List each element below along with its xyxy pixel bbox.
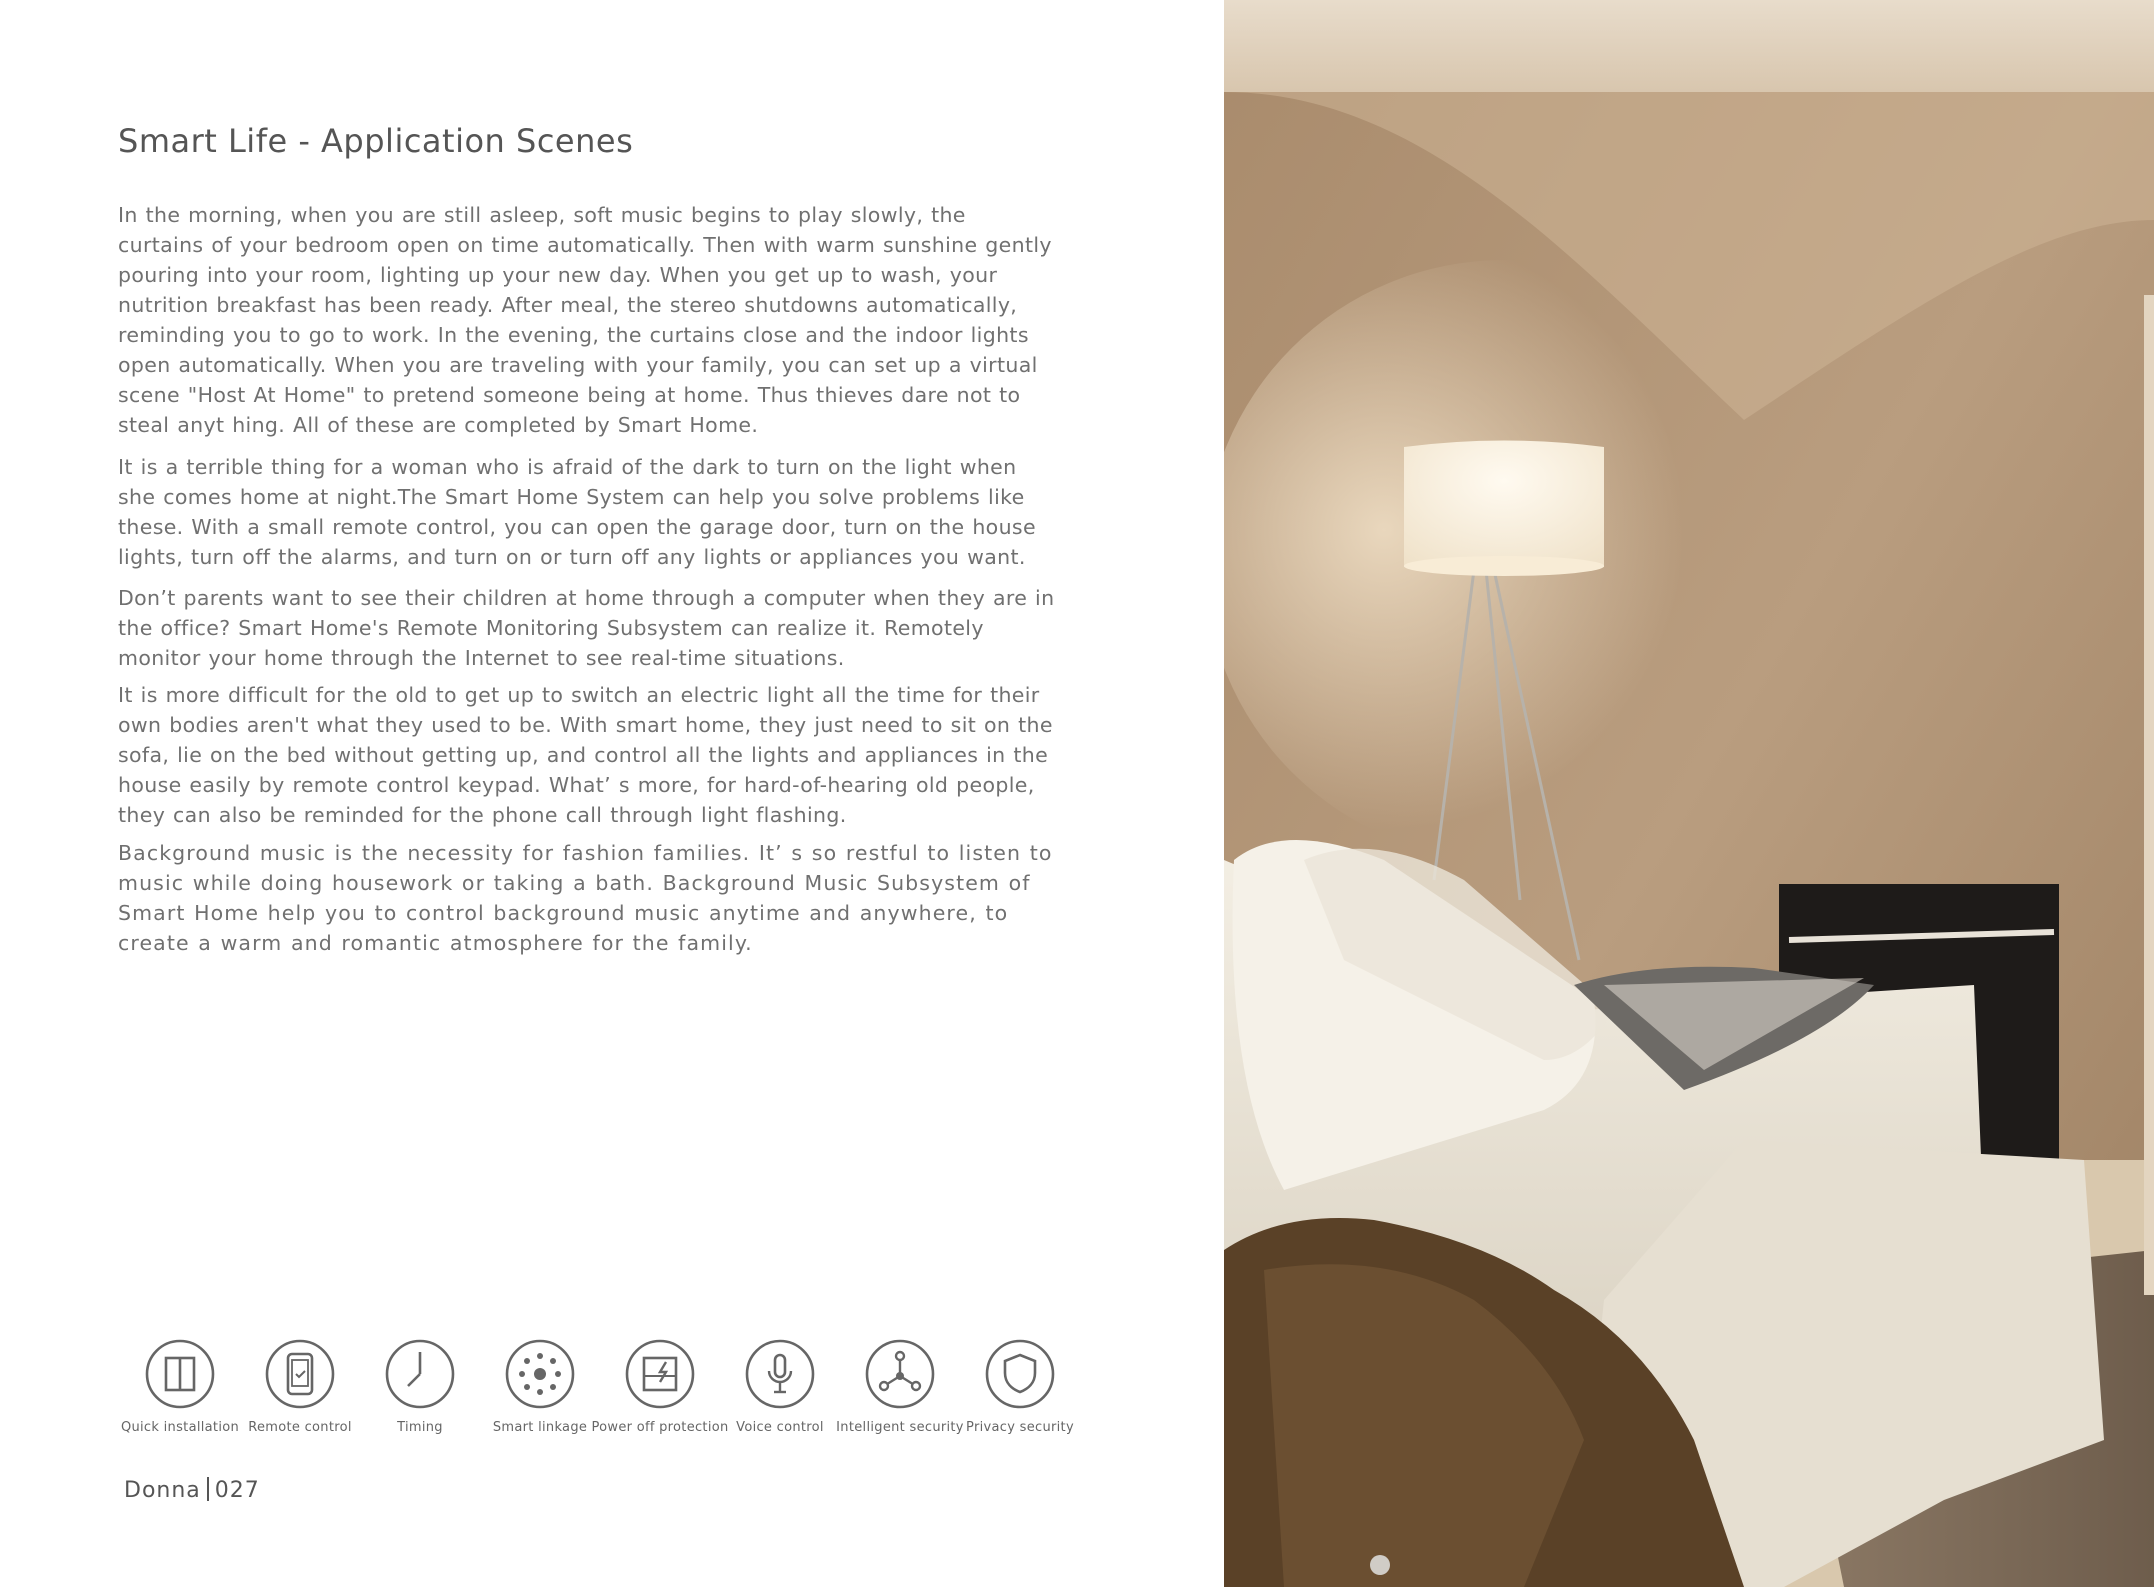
feature-remote-control — [230, 1338, 370, 1438]
feature-label: Voice control — [736, 1420, 824, 1435]
clock-icon — [384, 1338, 456, 1410]
paragraph-morning: In the morning, when you are still asleep, soft music begins to play slowly, the curtains of your bedroom open on time automatically. Then with warm sunshine gently pouring into your room, lighting up your new day. When you get up to wash, your nutrition breakfast has been ready. After meal, the stereo shutdowns automatically, reminding you to go to work. In the evening, the curtains close and the indoor lights open automatically. When you are traveling with your family, you can set up a virtual scene "Host At Home" to pretend someone being at home. Thus thieves dare not to steal anyt hing. All of these are completed by Smart Home. — [118, 203, 1052, 437]
living-room-photo — [1224, 0, 2154, 1587]
paragraph-elderly: It is more difficult for the old to get up to switch an electric light all the time for their own bodies aren't what they used to be. With smart home, they just need to sit on the sofa, lie on the bed without getting up, and control all the lights and appliances in the house easily by remote control keypad. What’ s more, for hard-of-hearing old people, they can also be reminded for the phone call through light flashing. — [118, 683, 1053, 827]
brand-name: Donna — [124, 1478, 201, 1503]
footer-divider — [207, 1477, 209, 1501]
page-title: Smart Life - Application Scenes — [118, 122, 634, 160]
feature-label: Privacy security — [966, 1420, 1074, 1435]
phone-icon — [264, 1338, 336, 1410]
dots-icon — [504, 1338, 576, 1410]
microphone-icon — [744, 1338, 816, 1410]
feature-label: Timing — [397, 1420, 443, 1435]
feature-privacy-security — [950, 1338, 1090, 1438]
shield-icon — [984, 1338, 1056, 1410]
network-icon — [864, 1338, 936, 1410]
feature-timing — [350, 1338, 490, 1438]
panel-icon — [144, 1338, 216, 1410]
feature-label: Power off protection — [591, 1420, 729, 1435]
feature-smart-linkage — [470, 1338, 610, 1438]
feature-voice-control — [710, 1338, 850, 1438]
feature-label: Intelligent security — [836, 1420, 964, 1435]
power-icon — [624, 1338, 696, 1410]
feature-icons-row — [110, 1338, 1110, 1438]
feature-label: Smart linkage — [492, 1420, 588, 1435]
feature-label: Quick installation — [120, 1420, 240, 1435]
paragraph-night: It is a terrible thing for a woman who is afraid of the dark to turn on the light when she comes home at night.The Smart Home System can help you solve problems like these. With a small remote control, you can open the garage door, turn on the house lights, turn off the alarms, and turn on or turn off any lights or appliances you want. — [118, 455, 1036, 569]
paragraph-music: Background music is the necessity for fashion families. It’ s so restful to listen to music while doing housework or taking a bath. Background Music Subsystem of Smart Home help you to control background music anytime and anywhere, to create a warm and romantic atmosphere for the family. — [118, 841, 1053, 955]
feature-quick-installation — [110, 1338, 250, 1438]
feature-label: Remote control — [248, 1420, 352, 1435]
feature-power-off-protection — [590, 1338, 730, 1438]
page-footer — [124, 1477, 260, 1503]
page-number: 027 — [214, 1478, 260, 1503]
paragraph-monitoring: Don’t parents want to see their children at home through a computer when they are in the office? Smart Home's Remote Monitoring Subsystem can realize it. Remotely monitor your home through the Internet to see real-time situations. — [118, 586, 1055, 670]
feature-intelligent-security — [830, 1338, 970, 1438]
